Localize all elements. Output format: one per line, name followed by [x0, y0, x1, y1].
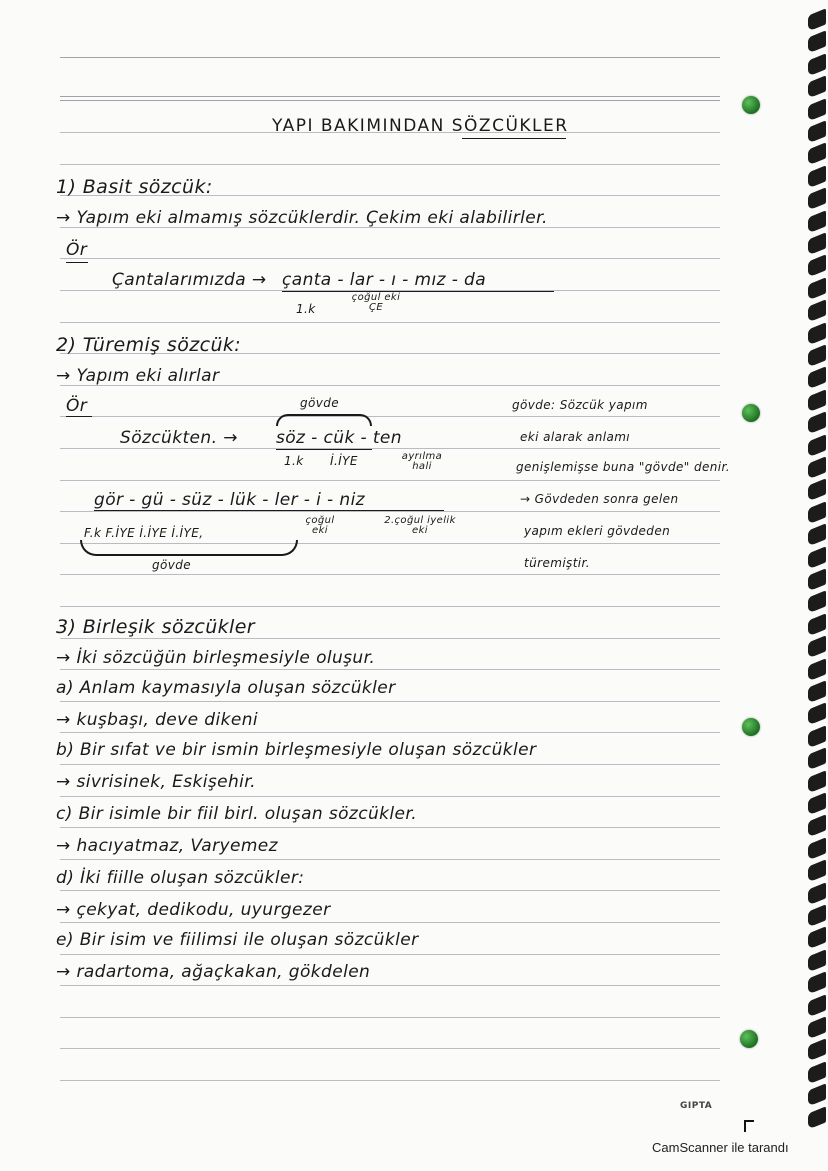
spiral-ring: [808, 926, 826, 949]
section3-line: b) Bir sıfat ve bir ismin birleşmesiyle oluşan sözcükler: [56, 740, 537, 760]
spiral-ring: [808, 165, 826, 188]
ruled-line: [60, 164, 720, 165]
spiral-ring: [808, 635, 826, 658]
punch-hole-dot: [742, 96, 760, 114]
spiral-ring: [808, 254, 826, 277]
example-label-underline: [66, 262, 88, 263]
spiral-ring: [808, 434, 826, 457]
spiral-ring: [808, 590, 826, 613]
spiral-ring: [808, 859, 826, 882]
ruled-line: [60, 322, 720, 323]
spiral-ring: [808, 299, 826, 322]
section3-line: e) Bir isim ve fiilimsi ile oluşan sözcükler: [56, 930, 419, 950]
spiral-ring: [808, 837, 826, 860]
ruled-line: [60, 732, 720, 733]
spiral-ring: [808, 971, 826, 994]
scanner-watermark: CamScanner ile tarandı: [652, 1140, 789, 1155]
spiral-ring: [808, 8, 826, 31]
page-title: YAPI BAKIMINDAN SÖZCÜKLER: [272, 116, 569, 136]
ruled-line: [60, 890, 720, 891]
ruled-line: [60, 511, 720, 512]
spiral-ring: [808, 366, 826, 389]
spiral-ring: [808, 53, 826, 76]
section2-notes2-a: F.k F.İYE İ.İYE İ.İYE,: [84, 526, 204, 540]
ruled-line: [60, 796, 720, 797]
ruled-line: [60, 480, 720, 481]
section3-line: a) Anlam kaymasıyla oluşan sözcükler: [56, 678, 396, 698]
govde-overbrace: [276, 414, 372, 426]
spiral-ring: [808, 770, 826, 793]
spiral-ring: [808, 1106, 826, 1129]
spiral-ring: [808, 322, 826, 345]
ruled-line: [60, 922, 720, 923]
ruled-line: [60, 448, 720, 449]
scan-corner-mark: [744, 1120, 754, 1132]
example-label-underline: [66, 416, 92, 417]
spiral-ring: [808, 994, 826, 1017]
title-underline: [462, 138, 566, 139]
spiral-ring: [808, 344, 826, 367]
punch-hole-dot: [742, 718, 760, 736]
spiral-ring: [808, 120, 826, 143]
spiral-ring: [808, 389, 826, 412]
ruled-line: [60, 606, 720, 607]
spiral-ring: [808, 187, 826, 210]
ruled-line: [60, 827, 720, 828]
punch-hole-dot: [740, 1030, 758, 1048]
spiral-ring: [808, 210, 826, 233]
spiral-ring: [808, 949, 826, 972]
spiral-ring: [808, 568, 826, 591]
section3-line: → kuşbaşı, deve dikeni: [56, 710, 259, 730]
section1-example-breakdown: çanta - lar - ı - mız - da: [282, 270, 487, 290]
spiral-ring: [808, 456, 826, 479]
ruled-line: [60, 1048, 720, 1049]
side-note-line: → Gövdeden sonra gelen: [520, 492, 679, 506]
section2-heading: 2) Türemiş sözcük:: [56, 334, 242, 356]
ruled-line: [60, 638, 720, 639]
section2-govde-label: gövde: [300, 396, 340, 410]
section3-line: c) Bir isimle bir fiil birl. oluşan sözcükler.: [56, 804, 418, 824]
spiral-ring: [808, 546, 826, 569]
section3-line: → radartoma, ağaçkakan, gökdelen: [56, 962, 371, 982]
ruled-line: [60, 100, 720, 101]
spiral-ring: [808, 30, 826, 53]
section3-line: → sivrisinek, Eskişehir.: [56, 772, 256, 792]
ruled-line: [60, 764, 720, 765]
spiral-ring: [808, 613, 826, 636]
ruled-line: [60, 96, 720, 97]
spiral-ring: [808, 1083, 826, 1106]
section1-definition: → Yapım eki almamış sözcüklerdir. Çekim eki alabilirler.: [56, 208, 548, 228]
spiral-ring: [808, 478, 826, 501]
spiral-ring: [808, 814, 826, 837]
spiral-ring: [808, 1061, 826, 1084]
ruled-line: [60, 258, 720, 259]
spiral-ring: [808, 725, 826, 748]
section3-line: → hacıyatmaz, Varyemez: [56, 836, 278, 856]
ruled-line: [60, 859, 720, 860]
section2-breakdown2: gör - gü - süz - lük - ler - i - niz: [94, 490, 366, 510]
section2-notes2-b: çoğul eki: [305, 515, 335, 536]
section1-note-plural: çoğul eki ÇE: [351, 292, 401, 313]
ruled-line: [60, 669, 720, 670]
section1-example-word: Çantalarımızda →: [112, 270, 267, 290]
side-note-line: genişlemişse buna "gövde" denir.: [516, 460, 730, 474]
ruled-line: [60, 416, 720, 417]
section2-notes2-c: 2.çoğul iyelik eki: [384, 515, 456, 536]
spiral-ring: [808, 904, 826, 927]
ruled-line: [60, 954, 720, 955]
section2-example-word: Sözcükten. →: [120, 428, 238, 448]
side-note-line: gövde: Sözcük yapım: [512, 398, 648, 412]
spiral-ring: [808, 277, 826, 300]
breakdown-underline: [276, 449, 372, 450]
side-note-line: eki alarak anlamı: [520, 430, 631, 444]
spiral-ring: [808, 702, 826, 725]
section2-note-iiye: İ.İYE: [330, 454, 358, 468]
spiral-ring: [808, 411, 826, 434]
section3-line: → İki sözcüğün birleşmesiyle oluşur.: [56, 648, 376, 668]
section1-heading: 1) Basit sözcük:: [56, 176, 213, 198]
spiral-ring: [808, 882, 826, 905]
punch-hole-dot: [742, 404, 760, 422]
section2-definition: → Yapım eki alırlar: [56, 366, 220, 386]
ruled-line: [60, 985, 720, 986]
section3-heading: 3) Birleşik sözcükler: [56, 616, 256, 638]
section2-govde-under: gövde: [152, 558, 192, 572]
ruled-line: [60, 1080, 720, 1081]
ruled-line: [60, 57, 720, 58]
spiral-binding: [802, 0, 828, 1140]
side-note-line: türemiştir.: [524, 556, 590, 570]
ruled-line: [60, 701, 720, 702]
section2-example-label: Ör: [66, 396, 88, 416]
spiral-ring: [808, 501, 826, 524]
ruled-line: [60, 1017, 720, 1018]
spiral-ring: [808, 523, 826, 546]
section2-note-root: 1.k: [284, 454, 304, 468]
breakdown2-underline: [94, 510, 444, 511]
spiral-ring: [808, 1016, 826, 1039]
spiral-ring: [808, 1038, 826, 1061]
notebook-brand: GIPTA: [680, 1101, 713, 1111]
spiral-ring: [808, 232, 826, 255]
spiral-ring: [808, 75, 826, 98]
spiral-ring: [808, 142, 826, 165]
govde-underbrace: [80, 540, 298, 556]
spiral-ring: [808, 747, 826, 770]
spiral-ring: [808, 792, 826, 815]
breakdown-underline: [282, 291, 554, 292]
section1-example-label: Ör: [66, 240, 88, 260]
section2-note-ayrilma: ayrılma hali: [401, 451, 443, 472]
section2-example-breakdown: söz - cük - ten: [276, 428, 402, 448]
section3-line: d) İki fiille oluşan sözcükler:: [56, 868, 305, 888]
side-note-line: yapım ekleri gövdeden: [524, 524, 671, 538]
spiral-ring: [808, 98, 826, 121]
spiral-ring: [808, 658, 826, 681]
section3-line: → çekyat, dedikodu, uyurgezer: [56, 900, 331, 920]
section1-note-root: 1.k: [296, 302, 316, 316]
spiral-ring: [808, 680, 826, 703]
ruled-line: [60, 574, 720, 575]
